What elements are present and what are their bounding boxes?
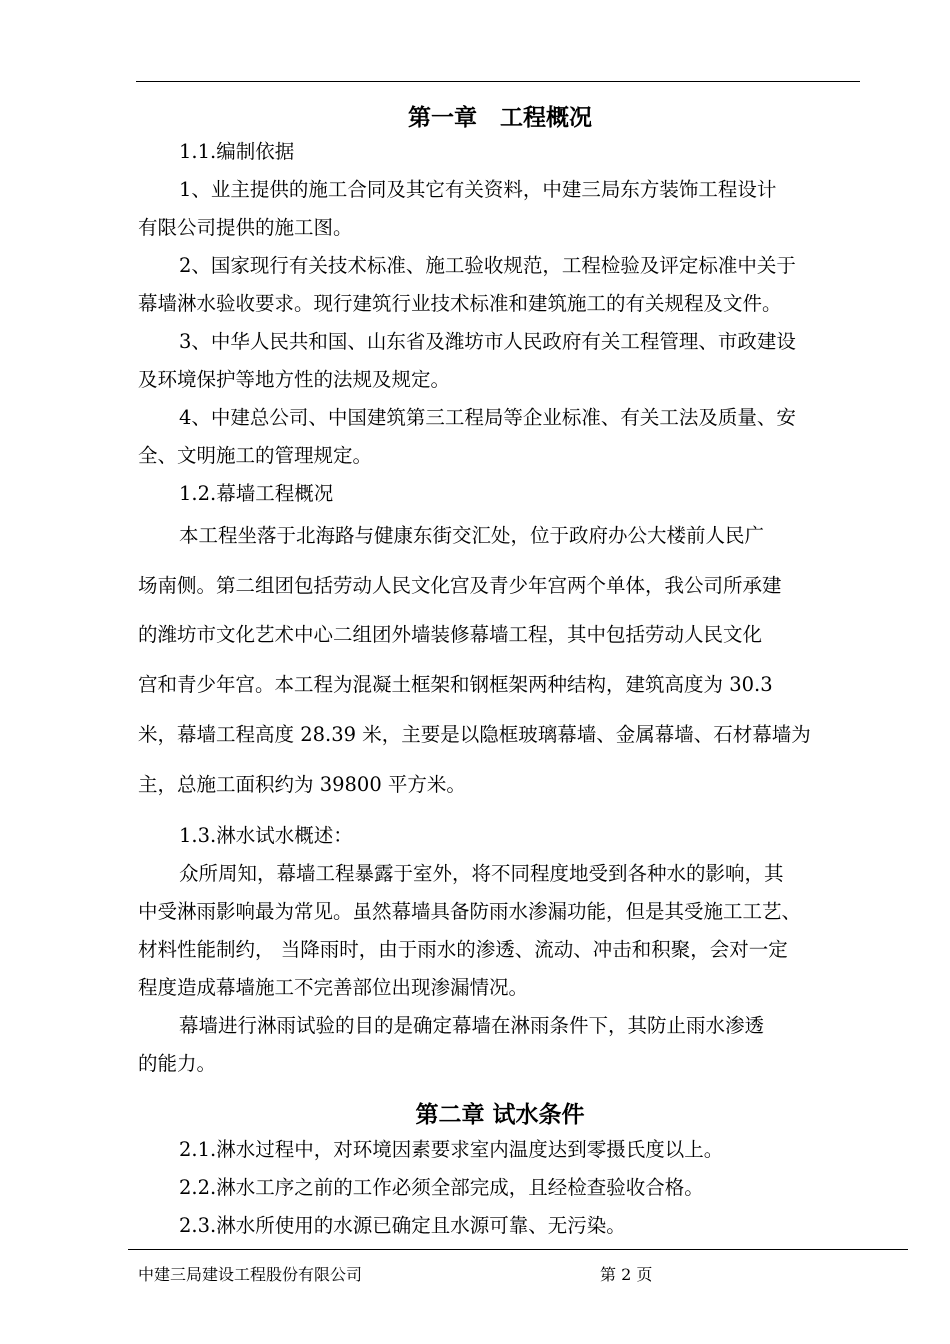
condition-2-3: 2.3.淋水所使用的水源已确定且水源可靠、无污染。 xyxy=(179,1214,626,1237)
basis-item-1-line-1: 1、业主提供的施工合同及其它有关资料，中建三局东方装饰工程设计 xyxy=(179,178,777,201)
overview-line-4: 宫和青少年宫。本工程为混凝土框架和钢框架两种结构，建筑高度为 30.3 xyxy=(138,673,773,696)
chapter-2-title: 第二章 试水条件 xyxy=(415,1101,585,1128)
basis-item-4-line-2: 全、文明施工的管理规定。 xyxy=(138,444,373,467)
test-purpose-line-2: 的能力。 xyxy=(138,1052,217,1075)
footer-company: 中建三局建设工程股份有限公司 xyxy=(138,1265,363,1284)
overview-line-5: 米，幕墙工程高度 28.39 米，主要是以隐框玻璃幕墙、金属幕墙、石材幕墙为 xyxy=(138,723,811,746)
basis-item-3-line-1: 3、中华人民共和国、山东省及潍坊市人民政府有关工程管理、市政建设 xyxy=(179,330,796,353)
water-test-line-3: 材料性能制约， 当降雨时，由于雨水的渗透、流动、冲击和积聚，会对一定 xyxy=(138,938,788,961)
basis-item-4-line-1: 4、中建总公司、中国建筑第三工程局等企业标准、有关工法及质量、安 xyxy=(179,406,796,429)
basis-item-2-line-1: 2、国家现行有关技术标准、施工验收规范，工程检验及评定标准中关于 xyxy=(179,254,796,277)
water-test-line-2: 中受淋雨影响最为常见。虽然幕墙具备防雨水渗漏功能，但是其受施工工艺、 xyxy=(138,900,802,923)
overview-line-3: 的潍坊市文化艺术中心二组团外墙装修幕墙工程，其中包括劳动人民文化 xyxy=(138,623,763,646)
basis-item-2-line-2: 幕墙淋水验收要求。现行建筑行业技术标准和建筑施工的有关规程及文件。 xyxy=(138,292,782,315)
basis-item-3-line-2: 及环境保护等地方性的法规及规定。 xyxy=(138,368,451,391)
water-test-line-1: 众所周知，幕墙工程暴露于室外，将不同程度地受到各种水的影响，其 xyxy=(179,862,784,885)
overview-line-2: 场南侧。第二组团包括劳动人民文化宫及青少年宫两个单体，我公司所承建 xyxy=(138,574,782,597)
footer-rule xyxy=(128,1249,908,1250)
section-1-2-heading: 1.2.幕墙工程概况 xyxy=(179,482,334,505)
overview-line-1: 本工程坐落于北海路与健康东街交汇处，位于政府办公大楼前人民广 xyxy=(179,524,765,547)
section-1-3-heading: 1.3.淋水试水概述： xyxy=(179,824,353,847)
water-test-line-4: 程度造成幕墙施工不完善部位出现渗漏情况。 xyxy=(138,976,529,999)
chapter-1-title: 第一章 工程概况 xyxy=(408,104,592,131)
overview-line-6: 主，总施工面积约为 39800 平方米。 xyxy=(138,773,466,796)
test-purpose-line-1: 幕墙进行淋雨试验的目的是确定幕墙在淋雨条件下，其防止雨水渗透 xyxy=(179,1014,765,1037)
condition-2-1: 2.1.淋水过程中，对环境因素要求室内温度达到零摄氏度以上。 xyxy=(179,1138,724,1161)
header-rule xyxy=(136,81,860,82)
basis-item-1-line-2: 有限公司提供的施工图。 xyxy=(138,216,353,239)
footer-page-number: 第 2 页 xyxy=(600,1265,653,1284)
section-1-1-heading: 1.1.编制依据 xyxy=(179,140,295,163)
condition-2-2: 2.2.淋水工序之前的工作必须全部完成，且经检查验收合格。 xyxy=(179,1176,704,1199)
